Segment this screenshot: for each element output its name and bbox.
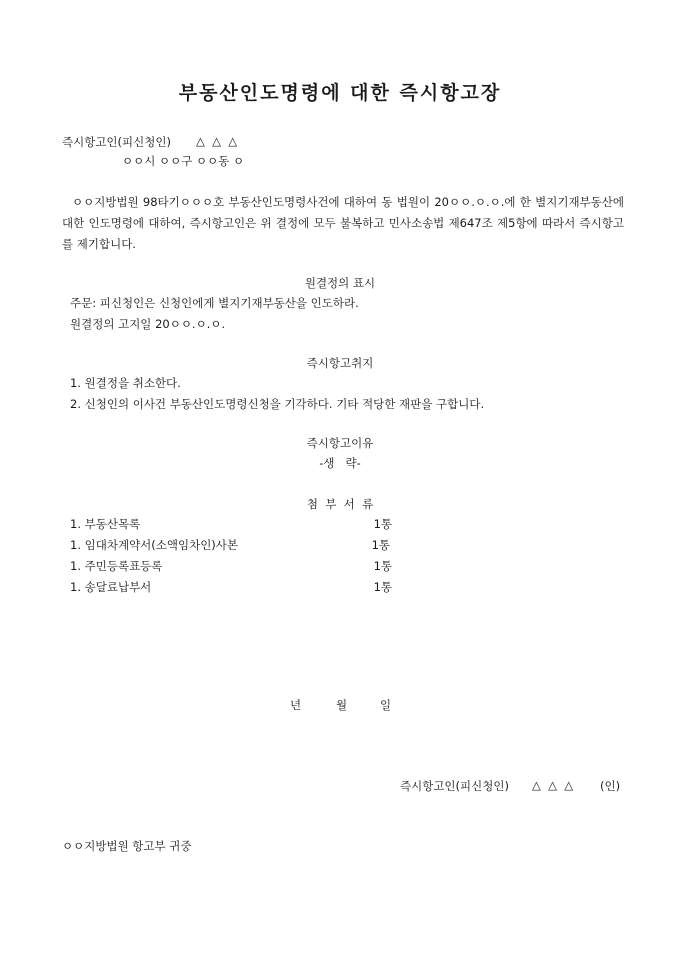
original-decision-line-2: 원결정의 고지일 20ㅇㅇ.ㅇ.ㅇ.: [70, 317, 226, 331]
signature-label: 즉시항고인(피신청인): [400, 779, 509, 793]
appeal-purpose-item-2: 2. 신청인의 이사건 부동산인도명령신청을 기각하다. 기타 적당한 재판을 구합니다.: [70, 397, 485, 411]
appeal-reason-heading: 즉시항고이유: [306, 436, 374, 450]
recipient: ㅇㅇ지방법원 항고부 귀중: [62, 839, 192, 853]
attachment-name: 1. 송달료납부서: [70, 580, 152, 594]
original-decision-line-1: 주문: 피신청인은 신청인에게 별지기재부동산을 인도하라.: [70, 296, 359, 310]
appellant-address: ㅇㅇ시 ㅇㅇ구 ㅇㅇ동 ㅇ: [122, 154, 245, 168]
appeal-reason-body: -생 략-: [319, 456, 361, 470]
appeal-purpose-item-1: 1. 원결정을 취소한다.: [70, 376, 181, 390]
signature-name: △ △ △: [532, 778, 574, 792]
attachment-name: 1. 부동산목록: [70, 517, 141, 531]
original-decision-heading: 원결정의 표시: [304, 276, 376, 290]
attachment-name: 1. 주민등록표등록: [70, 559, 163, 573]
appellant-label: 즉시항고인(피신청인): [62, 135, 171, 149]
appeal-purpose-heading: 즉시항고취지: [306, 356, 374, 370]
attachment-qty: 1통: [373, 580, 392, 594]
attachments-heading: 첨 부 서 류: [306, 497, 374, 511]
intro-paragraph: ㅇㅇ지방법원 98타기ㅇㅇㅇ호 부동산인도명령사건에 대하여 동 법원이 20ㅇㅇ.ㅇ.ㅇ.에 한 별지기재부동산에 대한 인도명령에 대하여, 즉시항고인은 위 결정에 모두 불복하고 민사소송법 제647조 제5항에 따라서 즉시항고를 제기합니다.: [62, 195, 624, 251]
attachment-qty: 1통: [373, 559, 392, 573]
attachment-qty: 1통: [373, 517, 392, 531]
attachment-name: 1. 임대차계약서(소액임차인)사본: [70, 538, 239, 552]
attachment-qty: 1통: [371, 538, 390, 552]
date-month: 월: [336, 698, 348, 712]
date-day: 일: [380, 698, 392, 712]
signature-seal: (인): [600, 779, 621, 793]
date-year: 년: [290, 698, 302, 712]
appellant-name: △ △ △: [196, 134, 238, 148]
document-title: 부동산인도명령에 대한 즉시항고장: [178, 82, 502, 104]
